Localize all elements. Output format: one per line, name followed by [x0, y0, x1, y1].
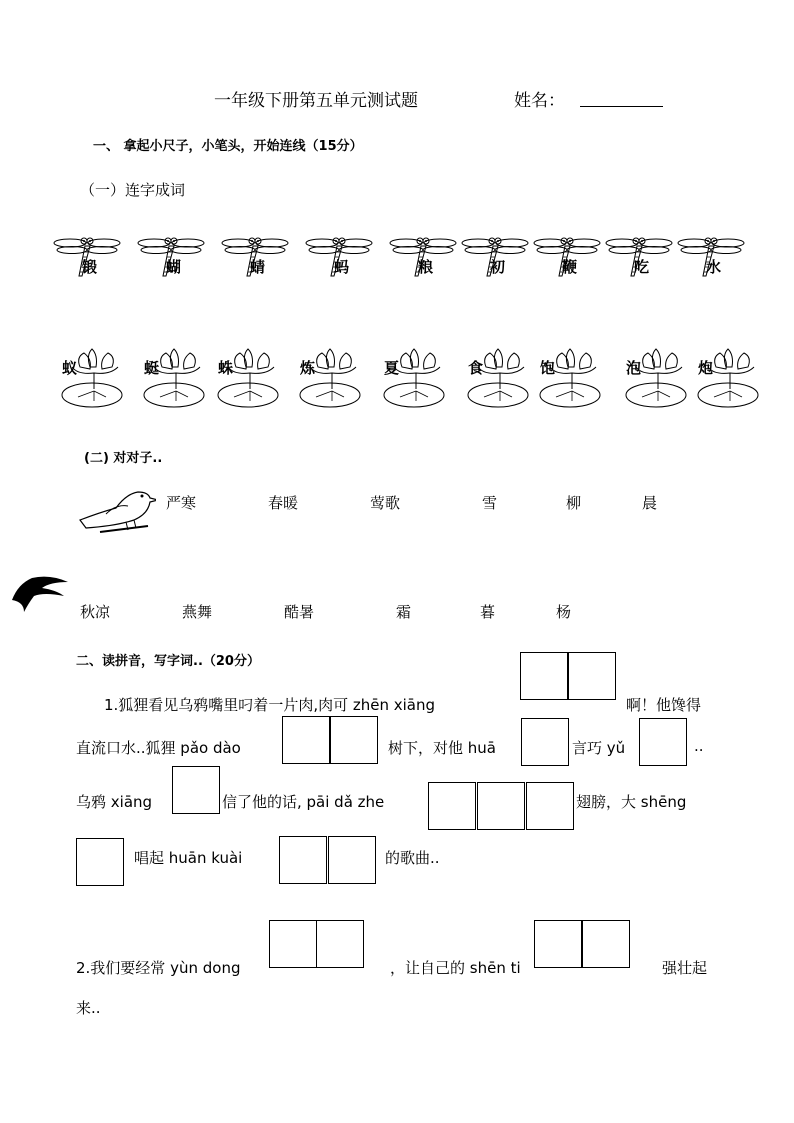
answer-box[interactable] — [328, 836, 376, 884]
q1-line4-a: 唱起 huān kuài — [134, 849, 243, 867]
dragonfly-character: 蚂 — [334, 258, 350, 276]
answer-box[interactable] — [521, 718, 569, 766]
dragonfly-card[interactable] — [136, 236, 206, 278]
q2-line1-b: ，让自己的 shēn ti — [390, 959, 521, 977]
answer-box[interactable] — [428, 782, 476, 830]
answer-box[interactable] — [330, 716, 378, 764]
answer-box[interactable] — [269, 920, 317, 968]
answer-box[interactable] — [172, 766, 220, 814]
q1-line3-b: 信了他的话, pāi dǎ zhe — [222, 793, 385, 811]
dragonfly-character: 锻 — [82, 258, 98, 276]
q1-line2-c: 言巧 yǔ — [572, 739, 626, 757]
dragonfly-character: 粮 — [418, 258, 434, 276]
dragonfly-card[interactable] — [460, 236, 530, 278]
lotus-character: 炼 — [300, 359, 316, 377]
page-title: 一年级下册第五单元测试题 — [214, 91, 418, 111]
q1-line1-b: 啊！他馋得 — [626, 696, 702, 714]
name-label: 姓名： — [514, 91, 565, 111]
dragonfly-card[interactable] — [604, 236, 674, 278]
answer-box[interactable] — [568, 652, 616, 700]
answer-box[interactable] — [526, 782, 574, 830]
answer-box[interactable] — [76, 838, 124, 886]
lotus-card[interactable] — [214, 345, 299, 409]
pair-word-top[interactable]: 雪 — [482, 494, 498, 512]
pair-word-top[interactable]: 莺歌 — [370, 494, 401, 512]
bird-illustration — [76, 480, 156, 538]
lotus-card[interactable] — [140, 345, 225, 409]
q1-line4-b: 的歌曲.. — [385, 849, 440, 867]
pair-word-bottom[interactable]: 暮 — [480, 603, 496, 621]
q1-line2-b: 树下，对他 huā — [388, 739, 496, 757]
lotus-character: 蛛 — [218, 359, 234, 377]
pair-word-top[interactable]: 春暖 — [268, 494, 299, 512]
answer-box[interactable] — [534, 920, 582, 968]
part2-label: (二) 对对子.. — [84, 451, 163, 466]
lotus-card[interactable] — [296, 345, 381, 409]
swallow-illustration — [10, 574, 70, 614]
section1-heading: 一、 拿起小尺子，小笔头，开始连线（15分） — [93, 139, 363, 154]
pair-word-bottom[interactable]: 燕舞 — [182, 603, 213, 621]
lotus-card[interactable] — [58, 345, 143, 409]
pair-word-bottom[interactable]: 杨 — [556, 603, 572, 621]
dragonfly-card[interactable] — [532, 236, 602, 278]
lotus-character: 食 — [468, 359, 484, 377]
q1-line2-d: .. — [694, 737, 704, 755]
dragonfly-card[interactable] — [52, 236, 122, 278]
dragonfly-character: 蜻 — [250, 258, 266, 276]
answer-box[interactable] — [316, 920, 364, 968]
q1-line1-a: 1.狐狸看见乌鸦嘴里叼着一片肉,肉可 zhēn xiāng — [104, 696, 435, 714]
answer-box[interactable] — [639, 718, 687, 766]
section2-heading: 二、读拼音，写字词..（20分） — [76, 654, 260, 669]
lotus-character: 炮 — [698, 359, 714, 377]
answer-box[interactable] — [582, 920, 630, 968]
q1-line3-c: 翅膀，大 shēng — [576, 793, 687, 811]
lotus-card[interactable] — [536, 345, 621, 409]
dragonfly-character: 鞭 — [562, 258, 578, 276]
lotus-character: 饱 — [540, 359, 556, 377]
dragonfly-character: 吃 — [634, 258, 650, 276]
dragonfly-character: 初 — [490, 258, 506, 276]
dragonfly-card[interactable] — [220, 236, 290, 278]
lotus-card[interactable] — [380, 345, 465, 409]
q1-line2-a: 直流口水..狐狸 pǎo dào — [76, 739, 241, 757]
answer-box[interactable] — [282, 716, 330, 764]
q2-line1-c: 强壮起 — [662, 959, 708, 977]
pair-word-top[interactable]: 柳 — [566, 494, 582, 512]
dragonfly-card[interactable] — [388, 236, 458, 278]
dragonfly-character: 水 — [706, 258, 722, 276]
lotus-character: 夏 — [384, 359, 400, 377]
answer-box[interactable] — [477, 782, 525, 830]
answer-box[interactable] — [520, 652, 568, 700]
pair-word-top[interactable]: 严寒 — [166, 494, 197, 512]
q2-line1-a: 2.我们要经常 yùn dong — [76, 959, 241, 977]
lotus-character: 蜓 — [144, 359, 160, 377]
pair-word-bottom[interactable]: 霜 — [396, 603, 412, 621]
q1-line3-a: 乌鸦 xiāng — [76, 793, 153, 811]
lotus-card[interactable] — [694, 345, 779, 409]
dragonfly-card[interactable] — [304, 236, 374, 278]
pair-word-bottom[interactable]: 酷暑 — [284, 603, 315, 621]
part1-label: （一）连字成词 — [80, 181, 186, 199]
dragonfly-card[interactable] — [676, 236, 746, 278]
lotus-character: 蚁 — [62, 359, 78, 377]
pair-word-bottom[interactable]: 秋凉 — [80, 603, 111, 621]
q2-line2: 来.. — [76, 999, 101, 1017]
pair-word-top[interactable]: 晨 — [642, 494, 658, 512]
answer-box[interactable] — [279, 836, 327, 884]
dragonfly-character: 蝴 — [166, 258, 182, 276]
lotus-character: 泡 — [626, 359, 642, 377]
name-blank[interactable] — [580, 106, 663, 107]
